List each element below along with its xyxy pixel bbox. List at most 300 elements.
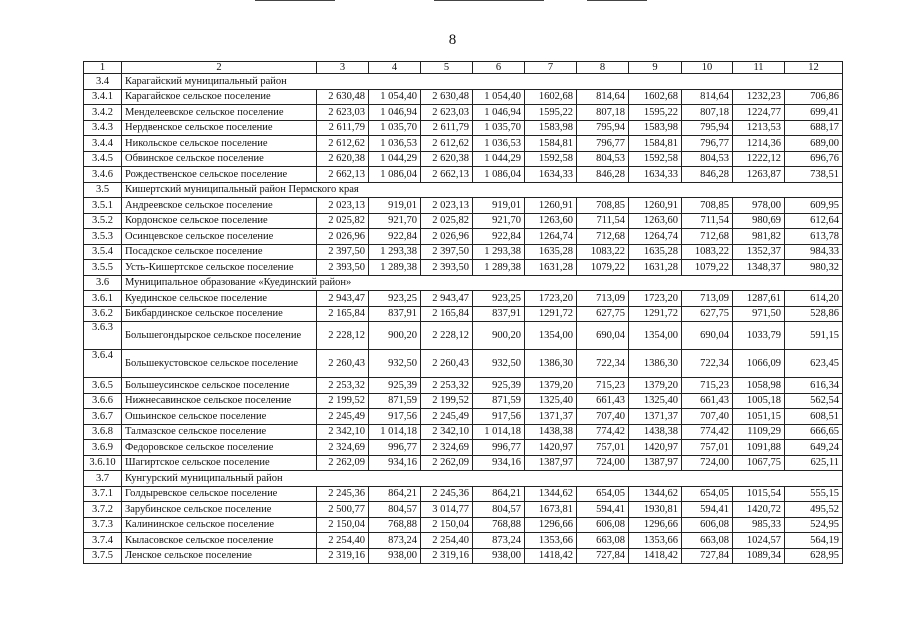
value-cell: 938,00 (473, 548, 525, 564)
value-cell: 1583,98 (525, 120, 577, 136)
value-cell: 837,91 (473, 306, 525, 322)
value-cell: 1264,74 (525, 229, 577, 245)
value-cell: 1673,81 (525, 502, 577, 518)
value-cell: 715,23 (682, 378, 733, 394)
table-row (84, 378, 843, 394)
settlement-name: Федоровское сельское поселение (122, 440, 317, 456)
value-cell: 722,34 (682, 350, 733, 378)
row-code: 3.7.1 (84, 486, 122, 502)
value-cell: 2 260,43 (317, 350, 369, 378)
section-title: Кишертский муниципальный район Пермского края (122, 182, 843, 198)
value-cell: 1 044,29 (369, 151, 421, 167)
value-cell: 1344,62 (525, 486, 577, 502)
settlement-name: Шагиртское сельское поселение (122, 455, 317, 471)
table-row (84, 440, 843, 456)
table-row (84, 213, 843, 229)
value-cell: 1291,72 (525, 306, 577, 322)
value-cell: 528,86 (785, 306, 843, 322)
value-cell: 1595,22 (525, 105, 577, 121)
value-cell: 625,11 (785, 455, 843, 471)
value-cell: 871,59 (473, 393, 525, 409)
section-code: 3.5 (84, 182, 122, 198)
header-cell: 12 (785, 62, 843, 74)
value-cell: 1067,75 (733, 455, 785, 471)
section-title: Кунгурский муниципальный район (122, 471, 843, 487)
value-cell: 846,28 (577, 167, 629, 183)
settlement-name: Менделеевское сельское поселение (122, 105, 317, 121)
value-cell: 1353,66 (525, 533, 577, 549)
value-cell: 2 342,10 (421, 424, 473, 440)
value-cell: 2 397,50 (421, 244, 473, 260)
row-code: 3.6.1 (84, 291, 122, 307)
value-cell: 981,82 (733, 229, 785, 245)
value-cell: 978,00 (733, 198, 785, 214)
row-code: 3.4.3 (84, 120, 122, 136)
value-cell: 591,15 (785, 322, 843, 350)
value-cell: 663,08 (682, 533, 733, 549)
section-row (84, 182, 843, 198)
value-cell: 985,33 (733, 517, 785, 533)
value-cell: 1438,38 (525, 424, 577, 440)
row-code: 3.6.6 (84, 393, 122, 409)
value-cell: 2 342,10 (317, 424, 369, 440)
value-cell: 2 611,79 (317, 120, 369, 136)
value-cell: 2 319,16 (317, 548, 369, 564)
value-cell: 934,16 (369, 455, 421, 471)
header-cell: 9 (629, 62, 682, 74)
value-cell: 713,09 (682, 291, 733, 307)
header-cell: 4 (369, 62, 421, 74)
value-cell: 2 260,43 (421, 350, 473, 378)
value-cell: 807,18 (682, 105, 733, 121)
value-cell: 925,39 (473, 378, 525, 394)
value-cell: 1438,38 (629, 424, 682, 440)
value-cell: 2 611,79 (421, 120, 473, 136)
header-cell: 6 (473, 62, 525, 74)
value-cell: 1 289,38 (369, 260, 421, 276)
value-cell: 1354,00 (629, 322, 682, 350)
value-cell: 796,77 (682, 136, 733, 152)
section-title: Карагайский муниципальный район (122, 74, 843, 90)
value-cell: 1420,72 (733, 502, 785, 518)
settlement-name: Андреевское сельское поселение (122, 198, 317, 214)
value-cell: 846,28 (682, 167, 733, 183)
value-cell: 2 253,32 (421, 378, 473, 394)
value-cell: 524,95 (785, 517, 843, 533)
value-cell: 1264,74 (629, 229, 682, 245)
value-cell: 1079,22 (682, 260, 733, 276)
value-cell: 2 630,48 (421, 89, 473, 105)
value-cell: 938,00 (369, 548, 421, 564)
value-cell: 1592,58 (525, 151, 577, 167)
header-row (84, 62, 843, 74)
value-cell: 2 630,48 (317, 89, 369, 105)
value-cell: 1296,66 (525, 517, 577, 533)
value-cell: 712,68 (682, 229, 733, 245)
settlement-name: Кыласовское сельское поселение (122, 533, 317, 549)
value-cell: 2 023,13 (317, 198, 369, 214)
value-cell: 1 036,53 (473, 136, 525, 152)
value-cell: 2 228,12 (317, 322, 369, 350)
header-cell: 10 (682, 62, 733, 74)
value-cell: 1 014,18 (369, 424, 421, 440)
settlement-name: Талмазское сельское поселение (122, 424, 317, 440)
value-cell: 2 150,04 (317, 517, 369, 533)
value-cell: 606,08 (577, 517, 629, 533)
value-cell: 1420,97 (629, 440, 682, 456)
value-cell: 613,78 (785, 229, 843, 245)
row-code: 3.6.2 (84, 306, 122, 322)
value-cell: 2 025,82 (421, 213, 473, 229)
value-cell: 689,00 (785, 136, 843, 152)
table-row (84, 260, 843, 276)
row-code: 3.6.3 (84, 322, 122, 350)
value-cell: 1631,28 (629, 260, 682, 276)
value-cell: 2 165,84 (317, 306, 369, 322)
section-title: Муниципальное образование «Куединский район» (122, 275, 843, 291)
value-cell: 2 943,47 (317, 291, 369, 307)
settlement-name: Ленское сельское поселение (122, 548, 317, 564)
value-cell: 2 026,96 (421, 229, 473, 245)
value-cell: 564,19 (785, 533, 843, 549)
value-cell: 2 943,47 (421, 291, 473, 307)
value-cell: 917,56 (473, 409, 525, 425)
value-cell: 614,20 (785, 291, 843, 307)
value-cell: 1263,60 (525, 213, 577, 229)
row-code: 3.5.3 (84, 229, 122, 245)
row-code: 3.4.6 (84, 167, 122, 183)
table-row (84, 502, 843, 518)
settlement-name: Калининское сельское поселение (122, 517, 317, 533)
table-row (84, 151, 843, 167)
value-cell: 2 662,13 (317, 167, 369, 183)
row-code: 3.6.10 (84, 455, 122, 471)
value-cell: 688,17 (785, 120, 843, 136)
value-cell: 900,20 (369, 322, 421, 350)
value-cell: 1325,40 (629, 393, 682, 409)
row-code: 3.5.5 (84, 260, 122, 276)
value-cell: 555,15 (785, 486, 843, 502)
value-cell: 707,40 (682, 409, 733, 425)
value-cell: 919,01 (369, 198, 421, 214)
value-cell: 1224,77 (733, 105, 785, 121)
value-cell: 923,25 (473, 291, 525, 307)
value-cell: 2 199,52 (421, 393, 473, 409)
data-table (83, 61, 843, 564)
row-code: 3.6.5 (84, 378, 122, 394)
value-cell: 696,76 (785, 151, 843, 167)
section-row (84, 275, 843, 291)
settlement-name: Куединское сельское поселение (122, 291, 317, 307)
value-cell: 873,24 (473, 533, 525, 549)
table-row (84, 229, 843, 245)
value-cell: 1 054,40 (369, 89, 421, 105)
value-cell: 2 228,12 (421, 322, 473, 350)
value-cell: 921,70 (473, 213, 525, 229)
value-cell: 2 262,09 (317, 455, 369, 471)
table-row (84, 105, 843, 121)
value-cell: 1232,23 (733, 89, 785, 105)
value-cell: 837,91 (369, 306, 421, 322)
value-cell: 2 623,03 (317, 105, 369, 121)
value-cell: 1051,15 (733, 409, 785, 425)
value-cell: 1 086,04 (369, 167, 421, 183)
value-cell: 2 254,40 (317, 533, 369, 549)
row-code: 3.4.4 (84, 136, 122, 152)
value-cell: 996,77 (473, 440, 525, 456)
value-cell: 2 245,36 (317, 486, 369, 502)
value-cell: 661,43 (577, 393, 629, 409)
value-cell: 980,32 (785, 260, 843, 276)
value-cell: 1213,53 (733, 120, 785, 136)
value-cell: 1024,57 (733, 533, 785, 549)
value-cell: 2 165,84 (421, 306, 473, 322)
header-cell: 5 (421, 62, 473, 74)
value-cell: 1386,30 (525, 350, 577, 378)
section-row (84, 471, 843, 487)
value-cell: 707,40 (577, 409, 629, 425)
value-cell: 1354,00 (525, 322, 577, 350)
value-cell: 2 612,62 (421, 136, 473, 152)
value-cell: 628,95 (785, 548, 843, 564)
value-cell: 2 623,03 (421, 105, 473, 121)
value-cell: 1058,98 (733, 378, 785, 394)
value-cell: 1083,22 (577, 244, 629, 260)
value-cell: 1 046,94 (369, 105, 421, 121)
value-cell: 922,84 (369, 229, 421, 245)
table-row (84, 486, 843, 502)
settlement-name: Большегондырское сельское поселение (122, 322, 317, 350)
value-cell: 1595,22 (629, 105, 682, 121)
value-cell: 1214,36 (733, 136, 785, 152)
value-cell: 1387,97 (525, 455, 577, 471)
table-row (84, 533, 843, 549)
row-code: 3.6.7 (84, 409, 122, 425)
table-row (84, 424, 843, 440)
settlement-name: Нижнесавинское сельское поселение (122, 393, 317, 409)
value-cell: 804,57 (473, 502, 525, 518)
value-cell: 1583,98 (629, 120, 682, 136)
settlement-name: Кордонское сельское поселение (122, 213, 317, 229)
value-cell: 1371,37 (629, 409, 682, 425)
value-cell: 1263,60 (629, 213, 682, 229)
row-code: 3.5.1 (84, 198, 122, 214)
value-cell: 1635,28 (629, 244, 682, 260)
value-cell: 921,70 (369, 213, 421, 229)
value-cell: 661,43 (682, 393, 733, 409)
value-cell: 1584,81 (629, 136, 682, 152)
row-code: 3.6.8 (84, 424, 122, 440)
value-cell: 980,69 (733, 213, 785, 229)
row-code: 3.7.4 (84, 533, 122, 549)
value-cell: 1723,20 (525, 291, 577, 307)
value-cell: 871,59 (369, 393, 421, 409)
header-cell: 7 (525, 62, 577, 74)
value-cell: 2 319,16 (421, 548, 473, 564)
value-cell: 612,64 (785, 213, 843, 229)
settlement-name: Усть-Кишертское сельское поселение (122, 260, 317, 276)
value-cell: 715,23 (577, 378, 629, 394)
value-cell: 690,04 (577, 322, 629, 350)
value-cell: 1 035,70 (473, 120, 525, 136)
value-cell: 1348,37 (733, 260, 785, 276)
value-cell: 594,41 (682, 502, 733, 518)
row-code: 3.7.3 (84, 517, 122, 533)
value-cell: 1263,87 (733, 167, 785, 183)
value-cell: 1 293,38 (473, 244, 525, 260)
value-cell: 1091,88 (733, 440, 785, 456)
settlement-name: Никольское сельское поселение (122, 136, 317, 152)
value-cell: 2 662,13 (421, 167, 473, 183)
table-row (84, 306, 843, 322)
value-cell: 738,51 (785, 167, 843, 183)
value-cell: 1296,66 (629, 517, 682, 533)
settlement-name: Зарубинское сельское поселение (122, 502, 317, 518)
value-cell: 804,53 (577, 151, 629, 167)
table-row (84, 198, 843, 214)
value-cell: 1634,33 (525, 167, 577, 183)
header-cell: 11 (733, 62, 785, 74)
settlement-name: Посадское сельское поселение (122, 244, 317, 260)
value-cell: 2 324,69 (421, 440, 473, 456)
value-cell: 2 324,69 (317, 440, 369, 456)
value-cell: 1089,34 (733, 548, 785, 564)
value-cell: 919,01 (473, 198, 525, 214)
value-cell: 2 023,13 (421, 198, 473, 214)
settlement-name: Большеусинское сельское поселение (122, 378, 317, 394)
value-cell: 1387,97 (629, 455, 682, 471)
value-cell: 807,18 (577, 105, 629, 121)
value-cell: 864,21 (369, 486, 421, 502)
value-cell: 1260,91 (629, 198, 682, 214)
value-cell: 923,25 (369, 291, 421, 307)
header-cell: 1 (84, 62, 122, 74)
value-cell: 2 199,52 (317, 393, 369, 409)
value-cell: 1 054,40 (473, 89, 525, 105)
value-cell: 616,34 (785, 378, 843, 394)
value-cell: 495,52 (785, 502, 843, 518)
settlement-name: Большекустовское сельское поселение (122, 350, 317, 378)
value-cell: 1379,20 (525, 378, 577, 394)
value-cell: 757,01 (682, 440, 733, 456)
value-cell: 1 289,38 (473, 260, 525, 276)
value-cell: 1033,79 (733, 322, 785, 350)
value-cell: 934,16 (473, 455, 525, 471)
value-cell: 1930,81 (629, 502, 682, 518)
value-cell: 724,00 (682, 455, 733, 471)
value-cell: 932,50 (369, 350, 421, 378)
value-cell: 690,04 (682, 322, 733, 350)
value-cell: 1 044,29 (473, 151, 525, 167)
value-cell: 932,50 (473, 350, 525, 378)
row-code: 3.4.5 (84, 151, 122, 167)
value-cell: 666,65 (785, 424, 843, 440)
value-cell: 1723,20 (629, 291, 682, 307)
value-cell: 1287,61 (733, 291, 785, 307)
value-cell: 713,09 (577, 291, 629, 307)
value-cell: 814,64 (577, 89, 629, 105)
value-cell: 654,05 (682, 486, 733, 502)
row-code: 3.4.1 (84, 89, 122, 105)
value-cell: 3 014,77 (421, 502, 473, 518)
value-cell: 2 500,77 (317, 502, 369, 518)
section-code: 3.4 (84, 74, 122, 90)
value-cell: 623,45 (785, 350, 843, 378)
value-cell: 627,75 (682, 306, 733, 322)
value-cell: 795,94 (682, 120, 733, 136)
value-cell: 873,24 (369, 533, 421, 549)
value-cell: 1353,66 (629, 533, 682, 549)
value-cell: 2 393,50 (317, 260, 369, 276)
value-cell: 864,21 (473, 486, 525, 502)
row-code: 3.5.2 (84, 213, 122, 229)
value-cell: 711,54 (682, 213, 733, 229)
value-cell: 774,42 (577, 424, 629, 440)
section-code: 3.7 (84, 471, 122, 487)
value-cell: 2 620,38 (317, 151, 369, 167)
value-cell: 2 026,96 (317, 229, 369, 245)
value-cell: 649,24 (785, 440, 843, 456)
value-cell: 1602,68 (629, 89, 682, 105)
value-cell: 1109,29 (733, 424, 785, 440)
value-cell: 900,20 (473, 322, 525, 350)
header-cell: 2 (122, 62, 317, 74)
value-cell: 609,95 (785, 198, 843, 214)
value-cell: 1 014,18 (473, 424, 525, 440)
value-cell: 1379,20 (629, 378, 682, 394)
value-cell: 606,08 (682, 517, 733, 533)
value-cell: 1 046,94 (473, 105, 525, 121)
value-cell: 1291,72 (629, 306, 682, 322)
value-cell: 2 397,50 (317, 244, 369, 260)
value-cell: 1420,97 (525, 440, 577, 456)
value-cell: 984,33 (785, 244, 843, 260)
value-cell: 1386,30 (629, 350, 682, 378)
top-rule-left (255, 0, 335, 1)
value-cell: 1260,91 (525, 198, 577, 214)
value-cell: 971,50 (733, 306, 785, 322)
value-cell: 2 245,49 (421, 409, 473, 425)
table-row (84, 409, 843, 425)
value-cell: 1015,54 (733, 486, 785, 502)
value-cell: 708,85 (682, 198, 733, 214)
value-cell: 814,64 (682, 89, 733, 105)
table-row (84, 350, 843, 378)
value-cell: 722,34 (577, 350, 629, 378)
top-rule-mid (434, 0, 544, 1)
value-cell: 796,77 (577, 136, 629, 152)
value-cell: 774,42 (682, 424, 733, 440)
value-cell: 1418,42 (525, 548, 577, 564)
top-rule-right (587, 0, 647, 1)
value-cell: 996,77 (369, 440, 421, 456)
row-code: 3.6.9 (84, 440, 122, 456)
value-cell: 1 035,70 (369, 120, 421, 136)
row-code: 3.5.4 (84, 244, 122, 260)
value-cell: 917,56 (369, 409, 421, 425)
value-cell: 1344,62 (629, 486, 682, 502)
value-cell: 2 253,32 (317, 378, 369, 394)
section-code: 3.6 (84, 275, 122, 291)
header-cell: 8 (577, 62, 629, 74)
value-cell: 2 150,04 (421, 517, 473, 533)
value-cell: 2 262,09 (421, 455, 473, 471)
value-cell: 922,84 (473, 229, 525, 245)
table-row (84, 167, 843, 183)
value-cell: 795,94 (577, 120, 629, 136)
section-row (84, 74, 843, 90)
value-cell: 608,51 (785, 409, 843, 425)
